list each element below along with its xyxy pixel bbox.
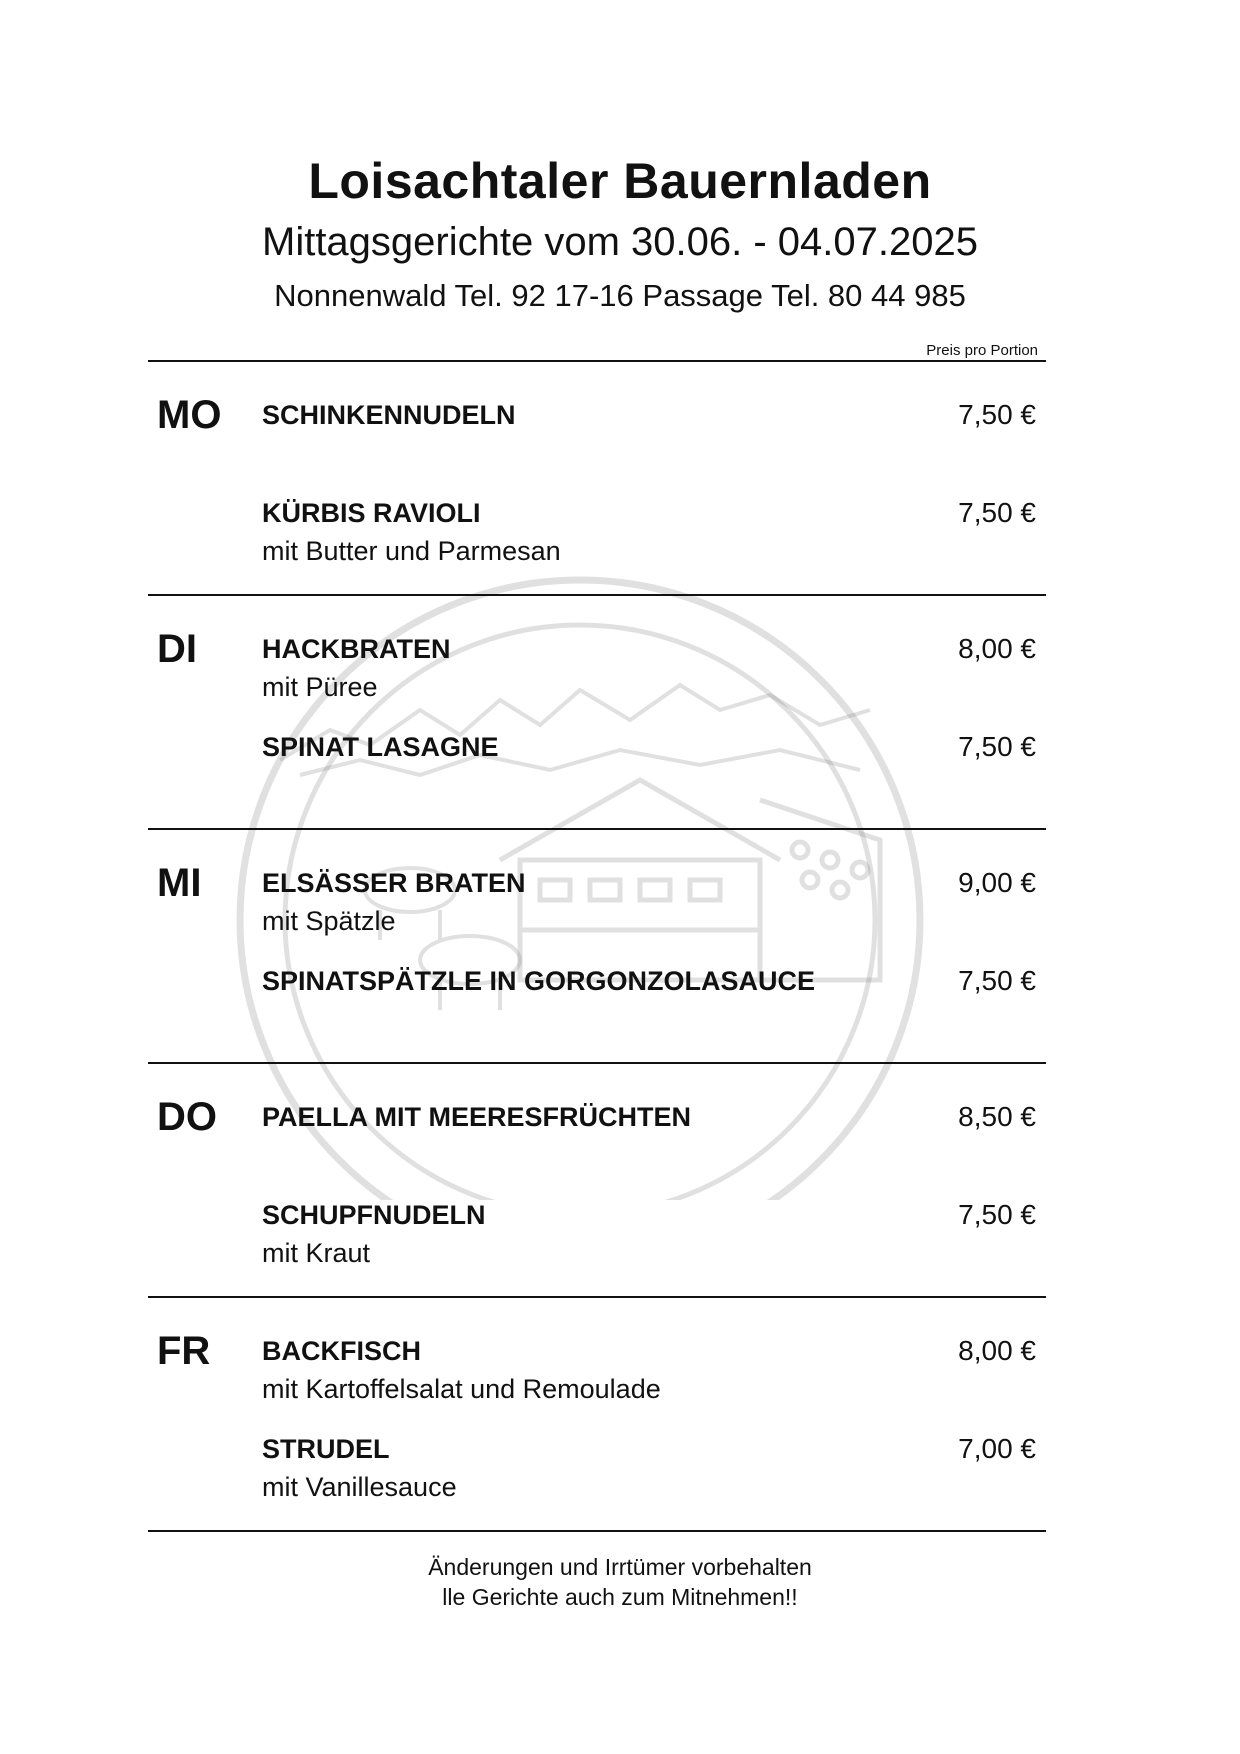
contact-info: Nonnenwald Tel. 92 17-16 Passage Tel. 80 44 985	[274, 278, 966, 313]
dish-name: ELSÄSSER BRATEN	[262, 868, 526, 898]
dish-item	[262, 866, 526, 938]
divider	[148, 360, 1046, 362]
dish-item	[262, 1334, 661, 1406]
dish-name: SPINATSPÄTZLE IN GORGONZOLASAUCE	[262, 966, 816, 996]
divider	[148, 828, 1046, 830]
dish-name: KÜRBIS RAVIOLI	[262, 498, 481, 528]
dish-description: mit Spätzle	[262, 906, 396, 936]
dish-description: mit Kraut	[262, 1238, 371, 1268]
dish-item	[262, 730, 499, 764]
dish-price: 7,50 €	[958, 1199, 1036, 1230]
dish-name: SCHUPFNUDELN	[262, 1200, 486, 1230]
page-title: Loisachtaler Bauernladen	[308, 153, 932, 209]
dish-description: mit Butter und Parmesan	[262, 536, 561, 566]
price-note: Preis pro Portion	[926, 342, 1038, 359]
day-label-mi: MI	[157, 861, 202, 905]
dish-description: mit Püree	[262, 672, 378, 702]
dish-description: mit Kartoffelsalat und Remoulade	[262, 1374, 661, 1404]
divider	[148, 594, 1046, 596]
day-label-fr: FR	[157, 1329, 211, 1373]
dish-price: 9,00 €	[958, 867, 1036, 898]
dish-price: 8,00 €	[958, 1335, 1036, 1366]
dish-name: HACKBRATEN	[262, 634, 451, 664]
dish-price: 7,50 €	[958, 731, 1036, 762]
divider	[148, 1530, 1046, 1532]
divider	[148, 1296, 1046, 1298]
menu-date-range: Mittagsgerichte vom 30.06. - 04.07.2025	[262, 220, 978, 264]
day-label-di: DI	[157, 627, 197, 671]
divider	[148, 1062, 1046, 1064]
dish-price: 7,50 €	[958, 965, 1036, 996]
dish-price: 7,50 €	[958, 497, 1036, 528]
dish-item	[262, 398, 516, 432]
footer-takeaway-note: lle Gerichte auch zum Mitnehmen!!	[442, 1584, 798, 1610]
dish-item	[262, 964, 815, 998]
watermark-farmhouse	[500, 780, 880, 980]
dish-description: mit Vanillesauce	[262, 1472, 457, 1502]
dish-name: SPINAT LASAGNE	[262, 732, 499, 762]
dish-price: 8,50 €	[958, 1101, 1036, 1132]
dish-name: STRUDEL	[262, 1434, 390, 1464]
dish-price: 8,00 €	[958, 633, 1036, 664]
dish-item	[262, 496, 561, 568]
dish-item	[262, 632, 451, 704]
footer-disclaimer: Änderungen und Irrtümer vorbehalten	[428, 1554, 812, 1580]
dish-name: SCHINKENNUDELN	[262, 400, 516, 430]
dish-price: 7,50 €	[958, 399, 1036, 430]
dish-item	[262, 1198, 486, 1270]
dish-price: 7,00 €	[958, 1433, 1036, 1464]
day-label-mo: MO	[157, 393, 222, 437]
dish-item	[262, 1432, 457, 1504]
dish-item	[262, 1100, 691, 1134]
dish-name: PAELLA MIT MEERESFRÜCHTEN	[262, 1102, 691, 1132]
dish-name: BACKFISCH	[262, 1336, 421, 1366]
day-label-do: DO	[157, 1095, 217, 1139]
